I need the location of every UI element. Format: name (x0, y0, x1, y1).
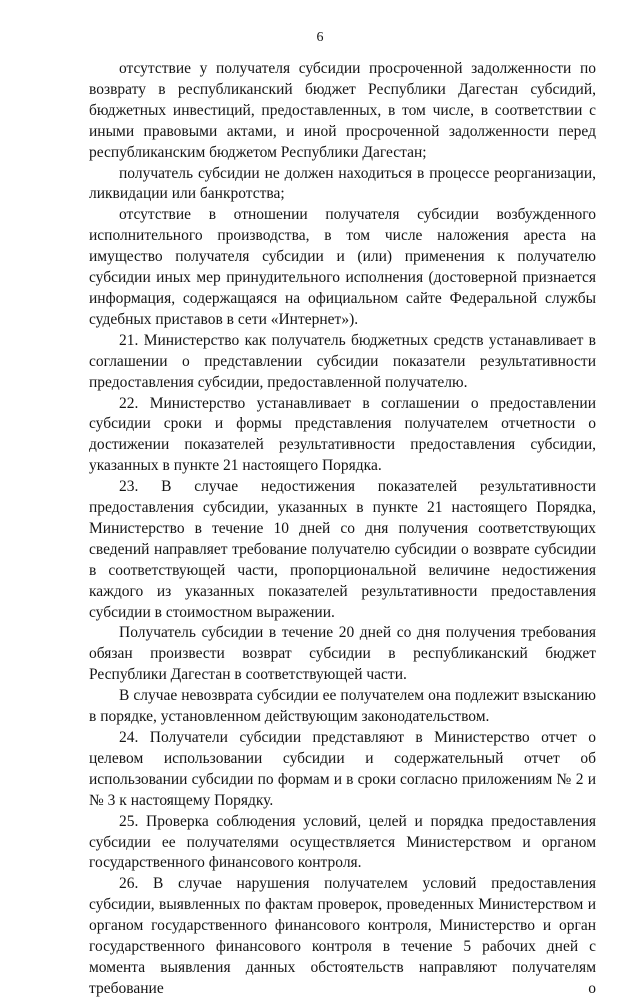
paragraph: 22. Министерство устанавливает в соглашении о предоставлении субсидии сроки и формы представления получателем отчетности о достижении показателей результативности предоставления субсидии, указанных в пункте 21 настоящего Порядка. (89, 394, 596, 475)
page-number: 6 (316, 30, 324, 45)
paragraph: отсутствие в отношении получателя субсидии возбужденного исполнительного производства, в том числе наложения ареста на имущество получателя субсидии и (или) применения к получателю субсидии иных мер принудительного исполнения (достоверной признается информация, содержащаяся на официальном сайте Федеральной службы судебных приставов в сети «Интернет»). (89, 206, 596, 328)
paragraph: 25. Проверка соблюдения условий, целей и порядка предоставления субсидии ее получателями осуществляется Министерством и органом государственного финансового контроля. (89, 812, 596, 872)
paragraph: 23. В случае недостижения показателей результативности предоставления субсидии, указанных в пункте 21 настоящего Порядка, Министерство в течение 10 дней со дня получения соответствующих сведений направляет требование получателю субсидии о возврате субсидии в соответствующей части, пропорциональной величине недостижения каждого из указанных показателей результативности предоставления субсидии в стоимостном выражении. (89, 478, 596, 621)
paragraph: 24. Получатели субсидии представляют в Министерство отчет о целевом использовании субсидии и содержательный отчет об использовании субсидии по формам и в сроки согласно приложениям № 2 и № 3 к настоящему Порядку. (89, 729, 596, 809)
document-body (89, 59, 596, 1000)
paragraph: Получатель субсидии в течение 20 дней со дня получения требования обязан произвести возврат субсидии в республиканский бюджет Республики Дагестан в соответствующей части. (89, 624, 596, 684)
paragraph: получатель субсидии не должен находиться в процессе реорганизации, ликвидации или банкротства; (89, 164, 596, 203)
paragraph: В случае невозврата субсидии ее получателем она подлежит взысканию в порядке, установленном действующим законодательством. (89, 687, 596, 726)
paragraph: 26. В случае нарушения получателем условий предоставления субсидии, выявленных по фактам проверок, проведенных Министерством и органом государственного финансового контроля, Министерство и орган государственного финансового контроля в течение 5 рабочих дней с момента выявления данных обстоятельств направляют получателям требование о (89, 875, 596, 997)
paragraph: 21. Министерство как получатель бюджетных средств устанавливает в соглашении о представлении субсидии показатели результативности предоставления субсидии, предоставленной получателю. (89, 331, 596, 391)
paragraph: отсутствие у получателя субсидии просроченной задолженности по возврату в республиканский бюджет Республики Дагестан субсидий, бюджетных инвестиций, предоставленных, в том числе, в соответствии с иными правовыми актами, и иной просроченной задолженности перед республиканским бюджетом Республики Дагестан; (89, 60, 596, 161)
